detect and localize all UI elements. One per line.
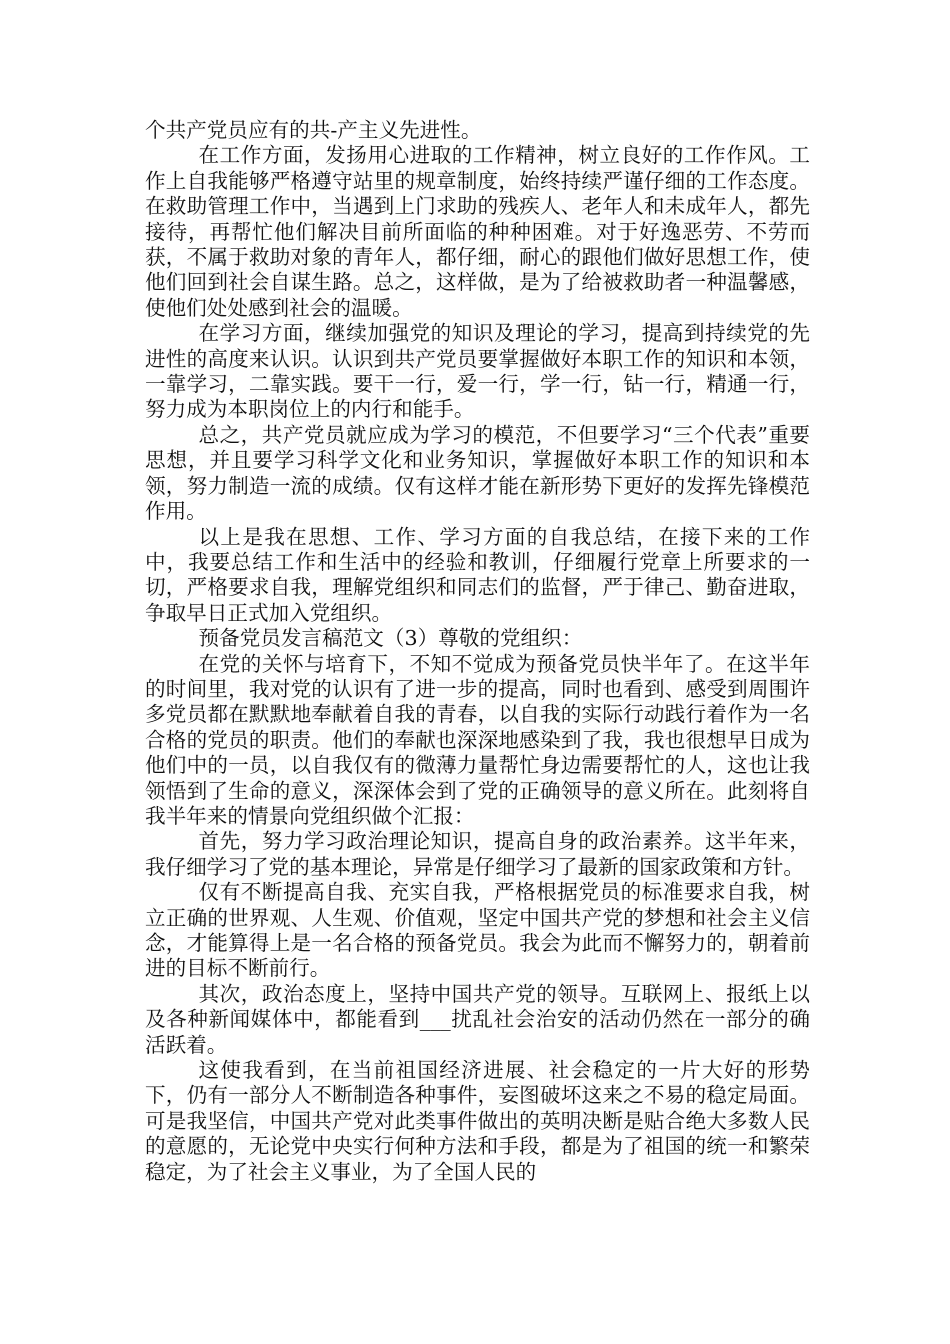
paragraph-2: 在工作方面，发扬用心进取的工作精神，树立良好的工作作风。工作上自我能够严格遵守站里的规章制度，始终持续严谨仔细的工作态度。在救助管理工作中，当遇到上门求助的残疾人、老年人和未成年人，都先接待，再帮忙他们解决目前所面临的种种困难。对于好逸恶劳、不劳而获，不属于救助对象的青年人，都仔细，耐心的跟他们做好思想工作，使他们回到社会自谋生路。总之，这样做，是为了给被救助者一种温馨感，使他们处处感到社会的温暖。 bbox=[145, 143, 810, 320]
document-body bbox=[145, 118, 810, 1185]
paragraph-1: 个共产党员应有的共-产主义先进性。 bbox=[145, 118, 482, 142]
paragraph-7: 在党的关怀与培育下，不知不觉成为预备党员快半年了。在这半年的时间里，我对党的认识有了进一步的提高，同时也看到、感受到周围许多党员都在默默地奉献着自我的青春，以自我的实际行动践行着作为一名合格的党员的职责。他们的奉献也深深地感染到了我，我也很想早日成为他们中的一员，以自我仅有的微薄力量帮忙身边需要帮忙的人，这也让我领悟到了生命的意义，深深体会到了党的正确领导的意义所在。此刻将自我半年来的情景向党组织做个汇报： bbox=[145, 651, 810, 828]
paragraph-8: 首先，努力学习政治理论知识，提高自身的政治素养。这半年来，我仔细学习了党的基本理论，异常是仔细学习了最新的国家政策和方针。 bbox=[145, 829, 810, 879]
paragraph-5: 以上是我在思想、工作、学习方面的自我总结，在接下来的工作中，我要总结工作和生活中的经验和教训，仔细履行党章上所要求的一切，严格要求自我，理解党组织和同志们的监督，严于律己、勤奋进取，争取早日正式加入党组织。 bbox=[145, 524, 810, 625]
paragraph-10: 其次，政治态度上，坚持中国共产党的领导。互联网上、报纸上以及各种新闻媒体中，都能看到___扰乱社会治安的活动仍然在一部分的确活跃着。 bbox=[145, 981, 810, 1057]
paragraph-9: 仅有不断提高自我、充实自我，严格根据党员的标准要求自我，树立正确的世界观、人生观、价值观，坚定中国共产党的梦想和社会主义信念，才能算得上是一名合格的预备党员。我会为此而不懈努力的，朝着前进的目标不断前行。 bbox=[145, 880, 810, 981]
paragraph-4: 总之，共产党员就应成为学习的模范，不但要学习“三个代表”重要思想，并且要学习科学文化和业务知识，掌握做好本职工作的知识和本领，努力制造一流的成绩。仅有这样才能在新形势下更好的发挥先锋模范作用。 bbox=[145, 422, 810, 524]
paragraph-3: 在学习方面，继续加强党的知识及理论的学习，提高到持续党的先进性的高度来认识。认识到共产党员要掌握做好本职工作的知识和本领，一靠学习，二靠实践。要干一行，爱一行，学一行，钻一行，精通一行，努力成为本职岗位上的内行和能手。 bbox=[145, 321, 810, 422]
paragraph-11: 这使我看到，在当前祖国经济进展、社会稳定的一片大好的形势下，仍有一部分人不断制造各种事件，妄图破坏这来之不易的稳定局面。可是我坚信，中国共产党对此类事件做出的英明决断是贴合绝大多数人民的意愿的，无论党中央实行何种方法和手段，都是为了祖国的统一和繁荣稳定，为了社会主义事业，为了全国人民的 bbox=[145, 1058, 810, 1184]
paragraph-6: 预备党员发言稿范文（3）尊敬的党组织： bbox=[198, 626, 583, 651]
